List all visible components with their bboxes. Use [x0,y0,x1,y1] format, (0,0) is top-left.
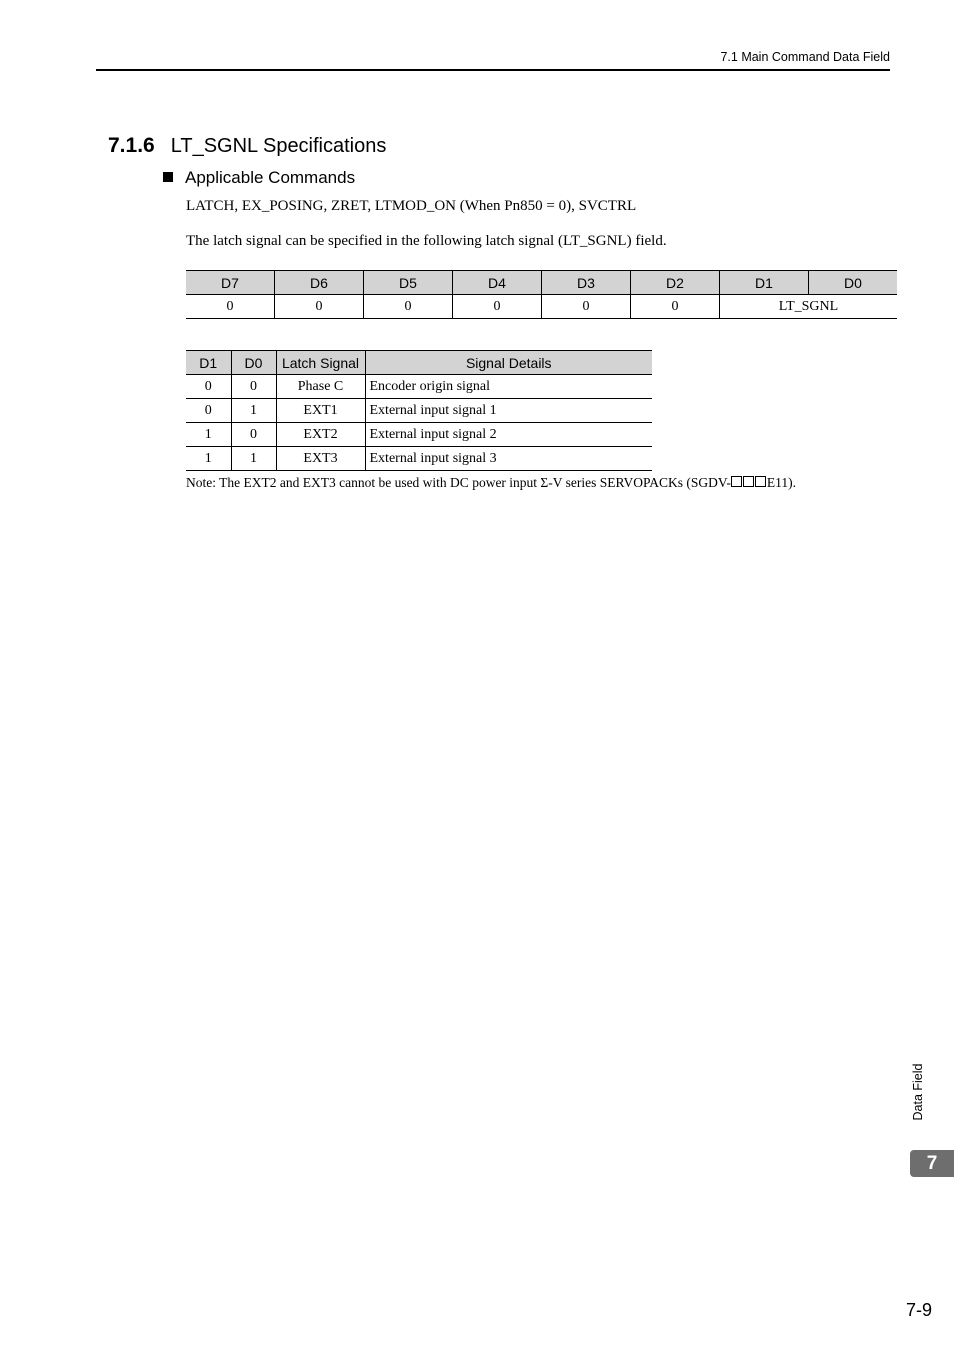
latch-signal: EXT3 [276,447,365,471]
section-number: 7.1.6 [108,134,155,157]
header-rule [96,69,890,71]
running-header: 7.1 Main Command Data Field [720,50,890,64]
bit-table-header-row [186,271,897,295]
subheading [163,168,355,188]
table-note [186,475,796,491]
d0-value: 1 [231,447,276,471]
note-text-after: E11). [766,475,796,490]
note-text-before: Note: The EXT2 and EXT3 cannot be used with DC power input Σ-V series SERVOPACKs (SGDV- [186,475,731,490]
bit-header: D5 [364,271,453,295]
section-heading [108,134,386,158]
placeholder-square-icon [743,476,754,487]
signal-details: Encoder origin signal [365,375,652,399]
latch-header-signal: Latch Signal [276,351,365,375]
d0-value: 1 [231,399,276,423]
bit-value: 0 [275,295,364,319]
bit-header: D0 [809,271,898,295]
latch-header-d1: D1 [186,351,231,375]
bit-header: D7 [186,271,275,295]
bit-header: D1 [720,271,809,295]
latch-signal: EXT1 [276,399,365,423]
d1-value: 0 [186,399,231,423]
latch-signal-table [186,350,652,471]
bit-header: D3 [542,271,631,295]
signal-details: External input signal 1 [365,399,652,423]
latch-table-header-row [186,351,652,375]
d1-value: 1 [186,423,231,447]
latch-signal: EXT2 [276,423,365,447]
bit-value: 0 [453,295,542,319]
table-row [186,375,652,399]
latch-signal: Phase C [276,375,365,399]
commands-text: LATCH, EX_POSING, ZRET, LTMOD_ON (When Pn850 = 0), SVCTRL [186,198,637,214]
table-row [186,399,652,423]
page-number: 7-9 [905,1300,932,1320]
bit-value: 0 [364,295,453,319]
bit-table-value-row [186,295,897,319]
description-text: The latch signal can be specified in the following latch signal (LT_SGNL) field. [186,233,667,249]
bit-value: 0 [542,295,631,319]
bit-header: D2 [631,271,720,295]
chapter-tab: 7 [910,1150,954,1177]
table-row [186,423,652,447]
lt-sgnl-field: LT_SGNL [720,295,898,319]
bit-value: 0 [631,295,720,319]
section-title: LT_SGNL Specifications [170,135,387,157]
bit-value: 0 [186,295,275,319]
d0-value: 0 [231,375,276,399]
signal-details: External input signal 3 [365,447,652,471]
d0-value: 0 [231,423,276,447]
chapter-side-label: Data Field [911,1063,925,1121]
placeholder-square-icon [755,476,766,487]
d1-value: 1 [186,447,231,471]
square-bullet-icon [163,172,173,182]
signal-details: External input signal 2 [365,423,652,447]
bit-table [186,270,897,319]
subheading-text: Applicable Commands [185,168,356,187]
table-row [186,447,652,471]
bit-header: D6 [275,271,364,295]
d1-value: 0 [186,375,231,399]
latch-header-details: Signal Details [365,351,652,375]
latch-header-d0: D0 [231,351,276,375]
placeholder-square-icon [731,476,742,487]
bit-header: D4 [453,271,542,295]
